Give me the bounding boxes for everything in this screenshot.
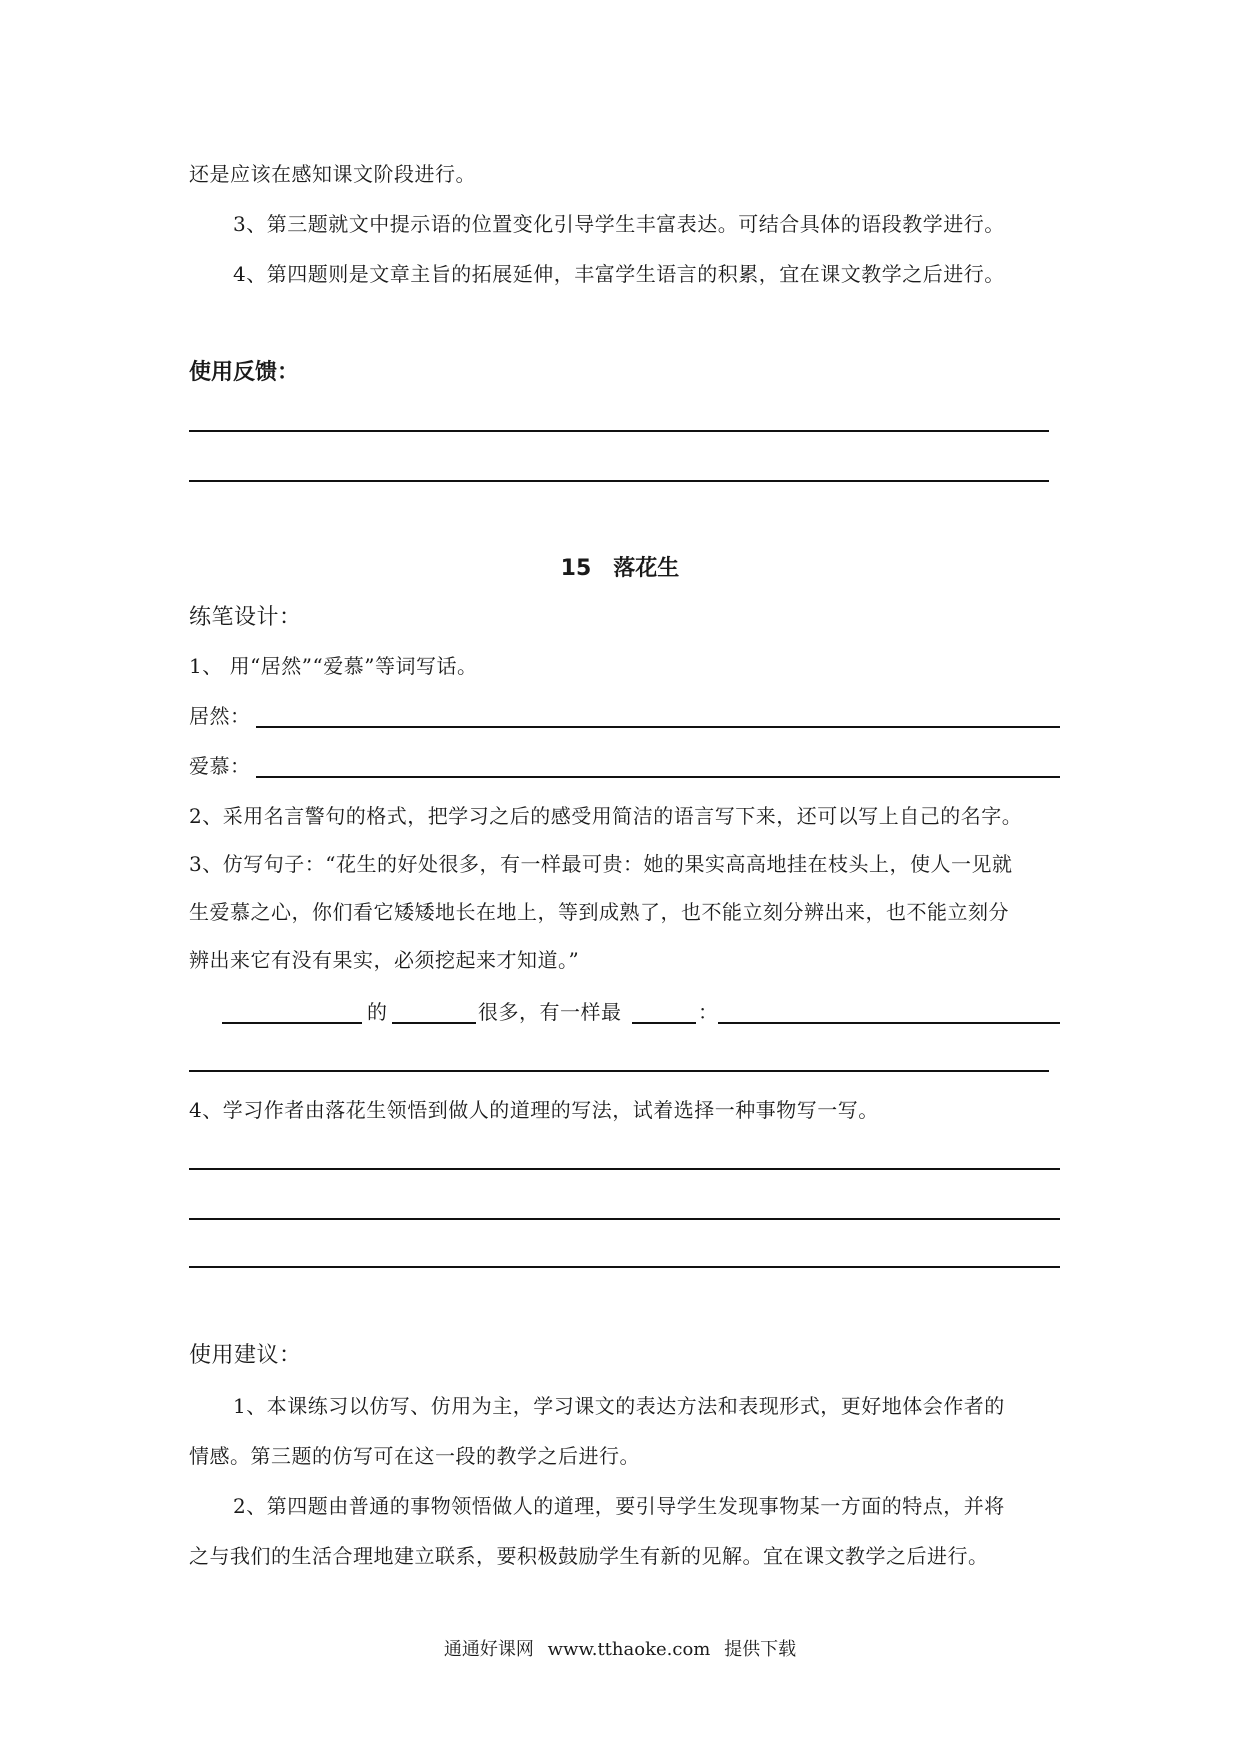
q4-answer-line-2[interactable] xyxy=(189,1218,1060,1220)
advice-heading: 使用建议： xyxy=(189,1343,302,1368)
question-2: 2、采用名言警句的格式，把学习之后的感受用简洁的语言写下来，还可以写上自己的名字。 xyxy=(189,804,1023,828)
feedback-heading: 使用反馈： xyxy=(189,360,300,385)
advice-1-line-2: 情感。第三题的仿写可在这一段的教学之后进行。 xyxy=(189,1444,640,1468)
q1-answer-line-juran[interactable] xyxy=(256,726,1060,728)
lesson-name: 落花生 xyxy=(613,556,680,581)
lesson-title xyxy=(0,554,1240,584)
q4-answer-line-3[interactable] xyxy=(189,1266,1060,1268)
lesson-number: 15 xyxy=(560,556,592,581)
design-heading: 练笔设计： xyxy=(189,605,302,630)
q3-template-mid: 很多，有一样最 xyxy=(478,1000,622,1024)
q3-blank-3[interactable] xyxy=(632,1022,696,1024)
q4-answer-line-1[interactable] xyxy=(189,1168,1060,1170)
prev-text-line-3: 4、第四题则是文章主旨的拓展延伸，丰富学生语言的积累，宜在课文教学之后进行。 xyxy=(233,262,1005,286)
question-1: 1、 用“居然”“爱慕”等词写话。 xyxy=(189,654,478,678)
question-3-line-2: 生爱慕之心，你们看它矮矮地长在地上，等到成熟了，也不能立刻分辨出来，也不能立刻分 xyxy=(189,900,1009,924)
question-4: 4、学习作者由落花生领悟到做人的道理的写法，试着选择一种事物写一写。 xyxy=(189,1098,879,1122)
q3-blank-1[interactable] xyxy=(222,1022,362,1024)
q3-blank-4[interactable] xyxy=(718,1022,1060,1024)
q1-label-aimu: 爱慕： xyxy=(189,754,251,778)
q1-answer-line-aimu[interactable] xyxy=(256,776,1060,778)
footer-url[interactable]: www.tthaoke.com xyxy=(547,1639,711,1660)
q3-template-colon: ： xyxy=(698,1000,719,1024)
page-footer xyxy=(0,1638,1240,1662)
question-3-line-3: 辨出来它有没有果实，必须挖起来才知道。” xyxy=(189,948,580,972)
question-3-line-1: 3、仿写句子：“花生的好处很多，有一样最可贵：她的果实高高地挂在枝头上，使人一见就 xyxy=(189,852,1013,876)
prev-text-line-2: 3、第三题就文中提示语的位置变化引导学生丰富表达。可结合具体的语段教学进行。 xyxy=(233,212,1005,236)
advice-2-line-1: 2、第四题由普通的事物领悟做人的道理，要引导学生发现事物某一方面的特点，并将 xyxy=(233,1494,1005,1518)
q1-label-juran: 居然： xyxy=(189,704,251,728)
footer-suffix: 提供下载 xyxy=(724,1639,797,1660)
q3-blank-2[interactable] xyxy=(392,1022,476,1024)
advice-1-line-1: 1、本课练习以仿写、仿用为主，学习课文的表达方法和表现形式，更好地体会作者的 xyxy=(233,1394,1005,1418)
advice-2-line-2: 之与我们的生活合理地建立联系，要积极鼓励学生有新的见解。宜在课文教学之后进行。 xyxy=(189,1544,989,1568)
q3-template-de: 的 xyxy=(367,1000,388,1024)
prev-text-line-1: 还是应该在感知课文阶段进行。 xyxy=(189,162,476,186)
footer-site-name: 通通好课网 xyxy=(443,1639,534,1660)
q3-blank-5[interactable] xyxy=(189,1070,1049,1072)
feedback-line-2 xyxy=(189,480,1049,482)
feedback-line-1 xyxy=(189,430,1049,432)
